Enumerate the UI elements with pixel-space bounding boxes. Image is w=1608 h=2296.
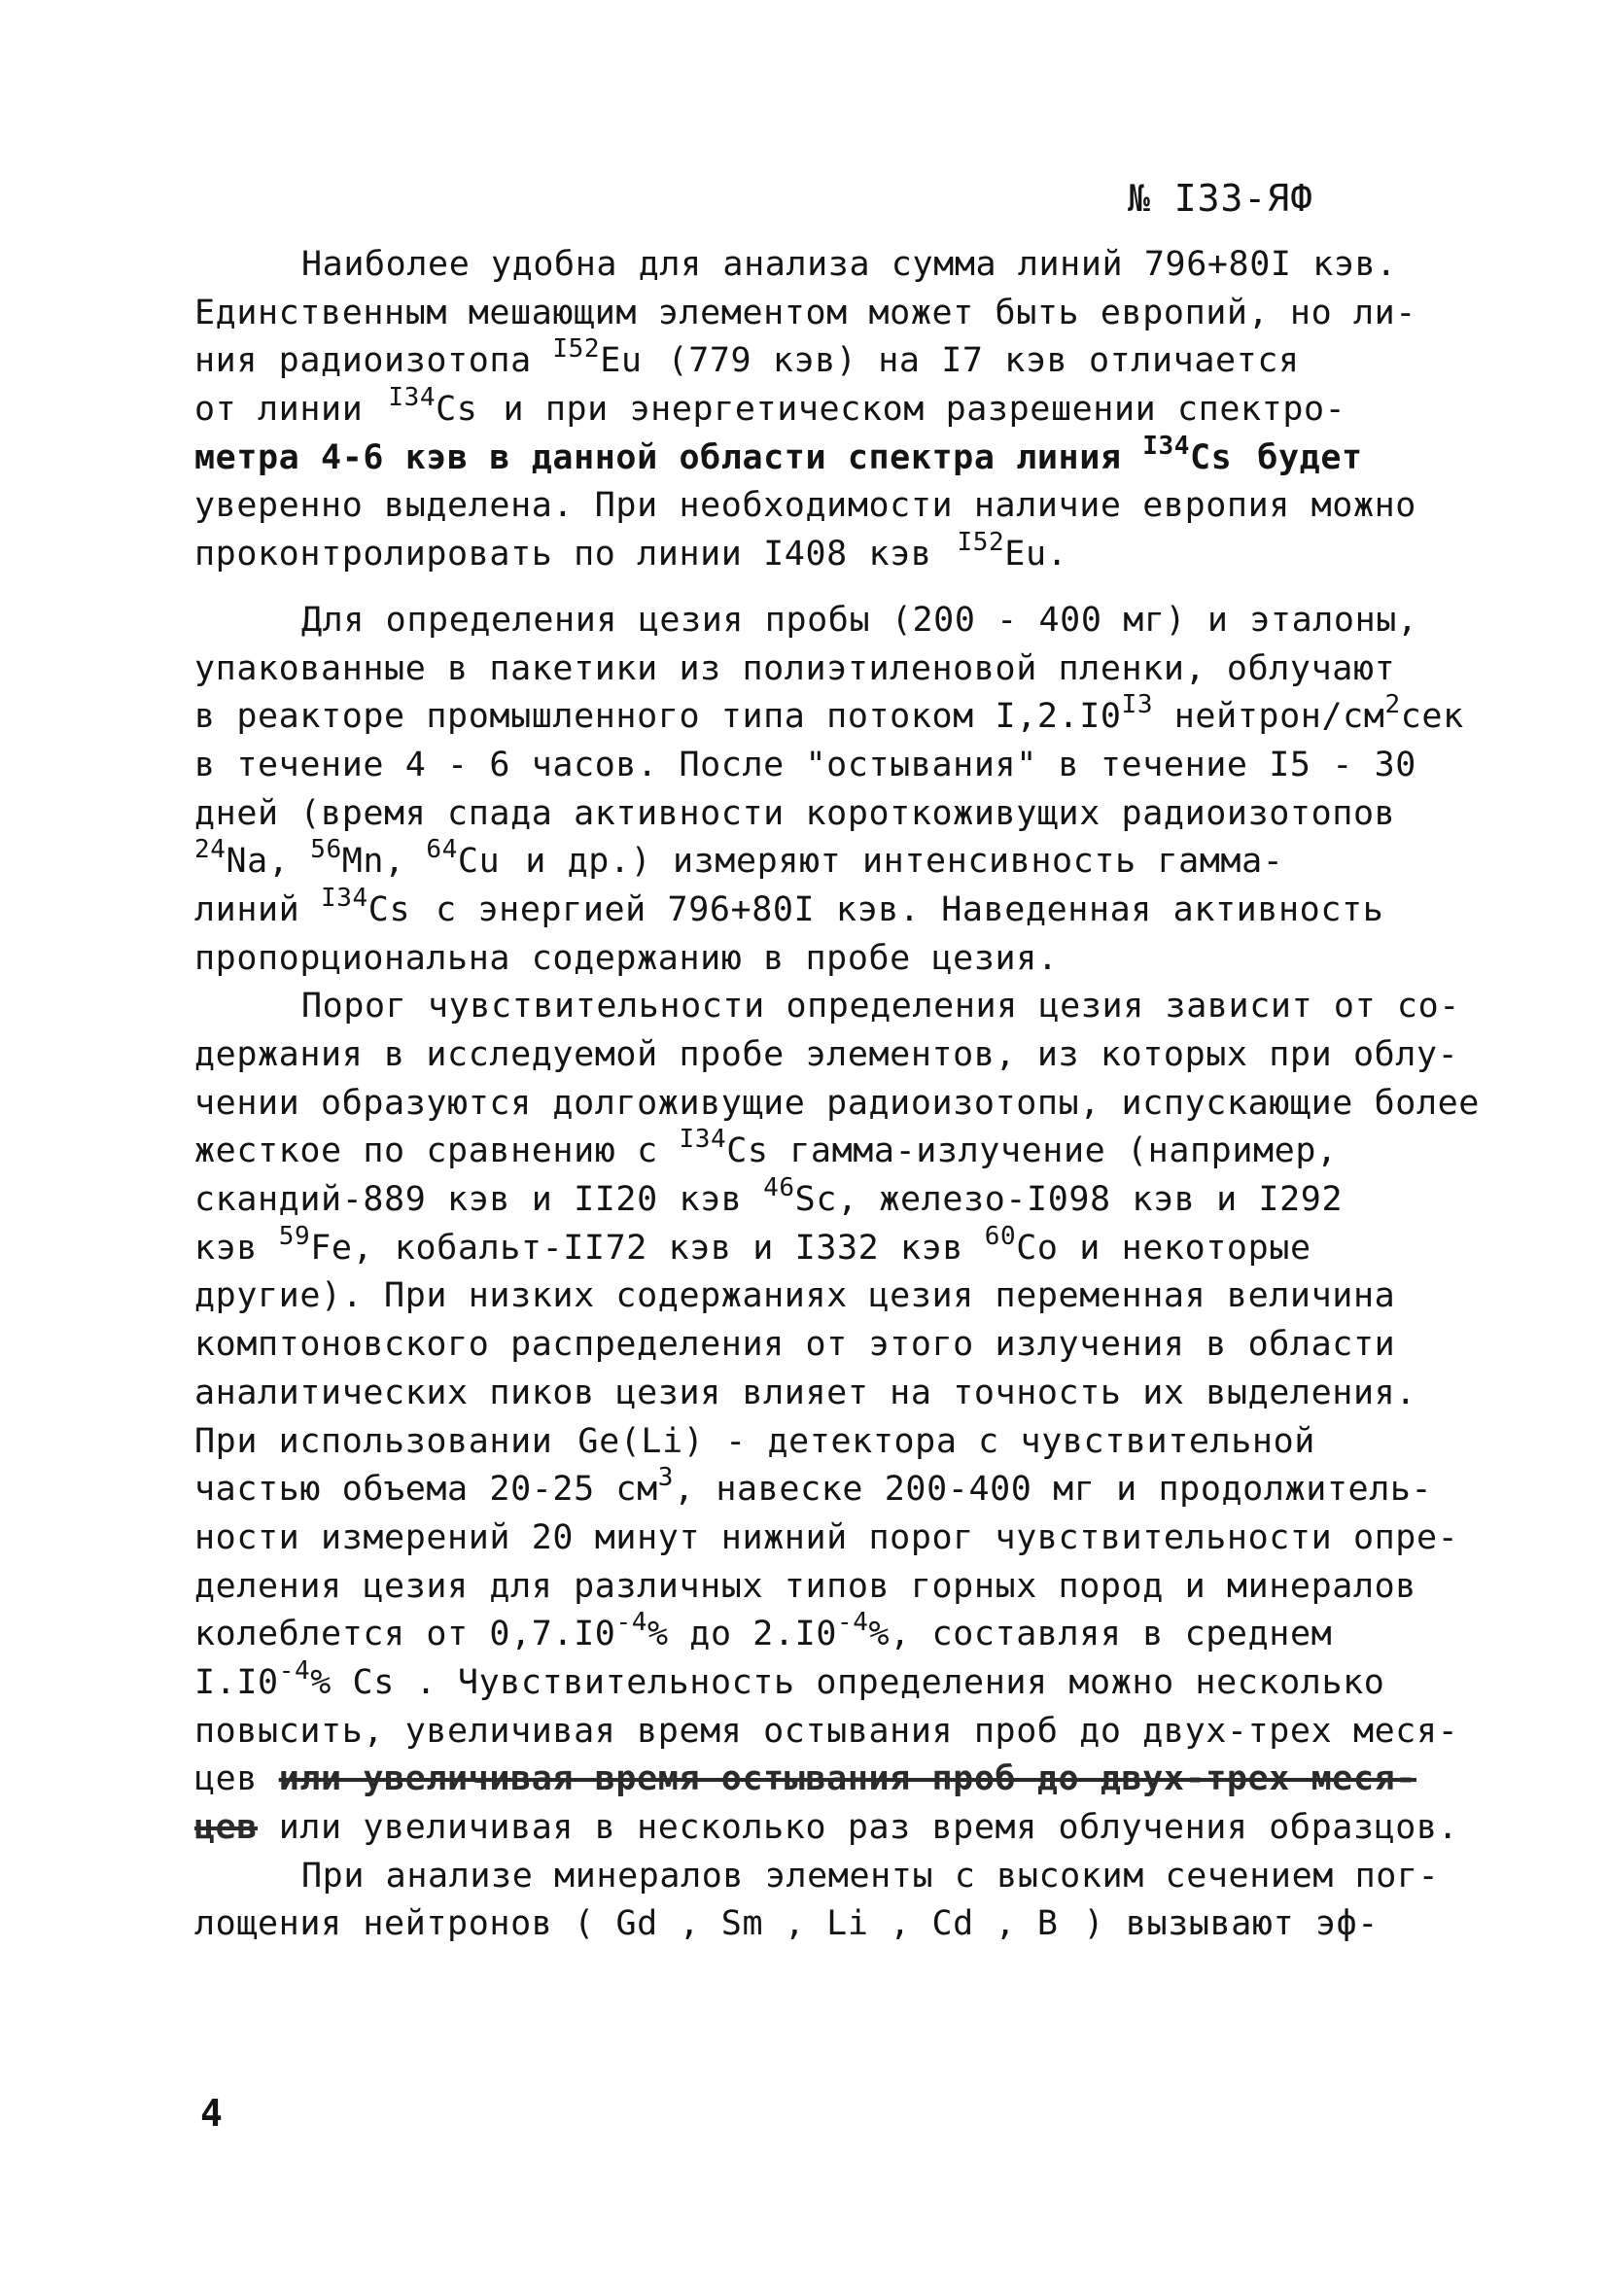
paragraph-1-line-3 bbox=[194, 334, 1419, 386]
paragraph-2-line-6 bbox=[194, 835, 1419, 887]
text: цев bbox=[194, 1759, 259, 1799]
paragraph-1-line-5 bbox=[194, 431, 1419, 483]
isotope-element: Cs bbox=[436, 390, 478, 430]
isotope-element: Eu bbox=[600, 341, 643, 381]
isotope-mass: I34 bbox=[1142, 431, 1190, 461]
paragraph-4-line-2 bbox=[194, 1900, 1419, 1949]
paragraph-2-line-5 bbox=[194, 790, 1419, 839]
text: дней (время спада активности короткоживущих радиоизотопов bbox=[194, 793, 1396, 833]
paragraph-1-line-7 bbox=[194, 528, 1419, 579]
text: , навеске 200-400 мг и продолжитель- bbox=[674, 1470, 1433, 1510]
paragraph-2-line-7 bbox=[194, 883, 1419, 935]
paragraph-4-line-1 bbox=[194, 1853, 1440, 1901]
text: гамма-излучение (например, bbox=[789, 1131, 1338, 1171]
text: - детектора с чувствительной bbox=[725, 1421, 1315, 1461]
isotope-element: Co bbox=[1016, 1228, 1059, 1268]
isotope-mass: 24 bbox=[194, 835, 227, 865]
text: в течение 4 - 6 часов. После "остывания" в течение I5 - 30 bbox=[194, 745, 1416, 784]
paragraph-2-line-4 bbox=[194, 742, 1419, 790]
text: другие). При низких содержаниях цезия переменная величина bbox=[194, 1276, 1396, 1316]
isotope-mass: 60 bbox=[984, 1221, 1017, 1251]
isotope-mass: 64 bbox=[426, 835, 458, 865]
text: и др.) измеряют интенсивность гамма- bbox=[525, 842, 1284, 882]
exponent: -4 bbox=[278, 1655, 311, 1686]
paragraph-2-line-3 bbox=[194, 690, 1464, 742]
text: Для определения цезия пробы (200 - 400 мг) и эталоны, bbox=[301, 600, 1418, 640]
paragraph-1-line-1 bbox=[194, 241, 1419, 290]
text: в реакторе промышленного типа потоком I,2.I0 bbox=[194, 697, 1122, 737]
text: уверенно выделена. При необходимости наличие европия можно bbox=[194, 486, 1416, 526]
paragraph-3-line-9 bbox=[194, 1370, 1419, 1418]
isotope-mass: I52 bbox=[552, 334, 601, 365]
text: проконтролировать по линии I408 кэв bbox=[194, 535, 932, 574]
text: и при энергетическом разрешении спектро- bbox=[503, 390, 1346, 430]
isotope-element: Cs bbox=[726, 1131, 769, 1171]
text: будет bbox=[1257, 437, 1363, 477]
text: ) вызывают эф- bbox=[1083, 1904, 1379, 1944]
text: повысить, увеличивая время остывания проб до двух-трех меся- bbox=[194, 1711, 1459, 1751]
text: упакованные в пакетики из полиэтиленовой пленки, облучают bbox=[194, 648, 1396, 688]
text: метра 4-6 кэв в данной области спектра линия bbox=[194, 437, 1122, 477]
paragraph-3-line-6 bbox=[194, 1221, 1419, 1273]
isotope-element: Cs bbox=[1190, 437, 1233, 477]
text: скандий-889 кэв и II20 кэв bbox=[194, 1180, 743, 1220]
text: или увеличивая в несколько раз время облучения образцов. bbox=[278, 1808, 1459, 1847]
handwritten-formula: Ge(Li) bbox=[577, 1421, 705, 1461]
paragraph-3-line-13 bbox=[194, 1563, 1419, 1612]
isotope-element: Sc, bbox=[794, 1180, 858, 1220]
text: с энергией 796+80I кэв. Наведенная активность bbox=[436, 889, 1384, 929]
paragraph-3-line-7 bbox=[194, 1272, 1419, 1321]
paragraph-3-line-5 bbox=[194, 1173, 1419, 1225]
text: пропорциональна содержанию в пробе цезия. bbox=[194, 938, 1059, 978]
exponent: I3 bbox=[1121, 690, 1154, 720]
isotope-mass: I34 bbox=[679, 1125, 727, 1155]
text: ности измерений 20 минут нижний порог чувствительности опре- bbox=[194, 1517, 1459, 1557]
handwritten-elements: Gd , Sm , Li , Cd , B bbox=[615, 1904, 1059, 1944]
text: кобальт-II72 кэв и I332 кэв bbox=[394, 1228, 964, 1268]
text: Наиболее удобна для анализа сумма линий 796+80I кэв. bbox=[301, 245, 1397, 284]
isotope-element: Cs bbox=[367, 889, 411, 929]
document-number: № I33-ЯФ bbox=[1128, 177, 1314, 220]
struck-out-text: или увеличивая время остывания проб до двух-трех меся- bbox=[278, 1759, 1416, 1799]
text: При использовании bbox=[194, 1421, 553, 1461]
isotope-element: Fe, bbox=[310, 1228, 374, 1268]
isotope-element: Eu. bbox=[1004, 535, 1068, 574]
text: нейтрон/см bbox=[1173, 697, 1385, 737]
text: колеблется от 0,7.I0 bbox=[194, 1615, 616, 1654]
text: % до 2.I0 bbox=[647, 1615, 837, 1654]
text: %, составляя в среднем bbox=[868, 1615, 1333, 1654]
text: линий bbox=[194, 889, 300, 929]
paragraph-3-line-3 bbox=[194, 1080, 1480, 1129]
text: (779 кэв) на I7 кэв отличается bbox=[667, 341, 1300, 381]
text: чении образуются долгоживущие радиоизотопы, испускающие более bbox=[194, 1083, 1480, 1123]
isotope-element: Cu bbox=[457, 842, 501, 882]
isotope-mass: I34 bbox=[321, 883, 368, 913]
text: I.I0 bbox=[194, 1662, 279, 1702]
isotope-mass: I34 bbox=[388, 383, 437, 413]
paragraph-1-line-6 bbox=[194, 482, 1419, 531]
page-number: 4 bbox=[200, 2092, 223, 2135]
text: сек bbox=[1400, 697, 1464, 737]
struck-out-text: цев bbox=[194, 1808, 259, 1847]
paragraph-3-line-10 bbox=[194, 1418, 1419, 1467]
paragraph-3-line-14 bbox=[194, 1608, 1419, 1659]
paragraph-3-line-8 bbox=[194, 1321, 1419, 1370]
isotope-element: Na, bbox=[226, 842, 290, 882]
paragraph-spacer bbox=[194, 579, 1419, 597]
paragraph-3-line-16 bbox=[194, 1708, 1459, 1757]
paragraph-3-line-11 bbox=[194, 1463, 1433, 1514]
paragraph-2-line-2 bbox=[194, 645, 1419, 694]
text: лощения нейтронов ( bbox=[194, 1904, 595, 1944]
body-text bbox=[194, 241, 1480, 1949]
text: жесткое по сравнению с bbox=[194, 1131, 658, 1171]
text: держания в исследуемой пробе элементов, из которых при облу- bbox=[194, 1035, 1459, 1074]
text: ния радиоизотопа bbox=[194, 341, 532, 381]
text: железо-I098 кэв и I292 bbox=[879, 1180, 1344, 1220]
isotope-mass: 59 bbox=[278, 1221, 311, 1251]
text: комптоновского распределения от этого излучения в области bbox=[194, 1325, 1396, 1365]
isotope-mass: I52 bbox=[957, 528, 1005, 558]
text: кэв bbox=[194, 1228, 259, 1268]
text: Единственным мешающим элементом может быть европий, но ли- bbox=[194, 293, 1416, 332]
isotope-mass: 56 bbox=[310, 835, 342, 865]
isotope-element: Mn, bbox=[341, 842, 405, 882]
exponent: 2 bbox=[1384, 690, 1401, 720]
text: деления цезия для различных типов горных пород и минералов bbox=[194, 1566, 1416, 1606]
paragraph-1-line-4 bbox=[194, 383, 1419, 435]
paragraph-2-line-1 bbox=[194, 597, 1419, 645]
text: Порог чувствительности определения цезия зависит от со- bbox=[301, 987, 1460, 1026]
paragraph-3-line-1 bbox=[194, 983, 1460, 1031]
isotope-mass: 46 bbox=[763, 1173, 795, 1203]
paragraph-3-line-15 bbox=[194, 1655, 1419, 1708]
text: и некоторые bbox=[1079, 1228, 1311, 1268]
text: аналитических пиков цезия влияет на точность их выделения. bbox=[194, 1373, 1416, 1412]
text: При анализе минералов элементы с высоким сечением пог- bbox=[301, 1856, 1440, 1896]
paragraph-3-line-17 bbox=[194, 1756, 1419, 1804]
paragraph-3-line-4 bbox=[194, 1125, 1419, 1176]
paragraph-1-line-2 bbox=[194, 290, 1419, 338]
text: от линии bbox=[194, 390, 364, 430]
text: частью объема 20-25 см bbox=[194, 1470, 658, 1510]
paragraph-3-line-18 bbox=[194, 1804, 1459, 1853]
exponent: -4 bbox=[615, 1608, 647, 1638]
paragraph-3-line-2 bbox=[194, 1031, 1459, 1080]
text: % Cs . Чувствительность определения можно несколько bbox=[310, 1662, 1385, 1702]
exponent: -4 bbox=[837, 1608, 869, 1638]
exponent: 3 bbox=[657, 1463, 675, 1493]
paragraph-3-line-12 bbox=[194, 1514, 1459, 1563]
paragraph-2-line-8 bbox=[194, 935, 1419, 984]
